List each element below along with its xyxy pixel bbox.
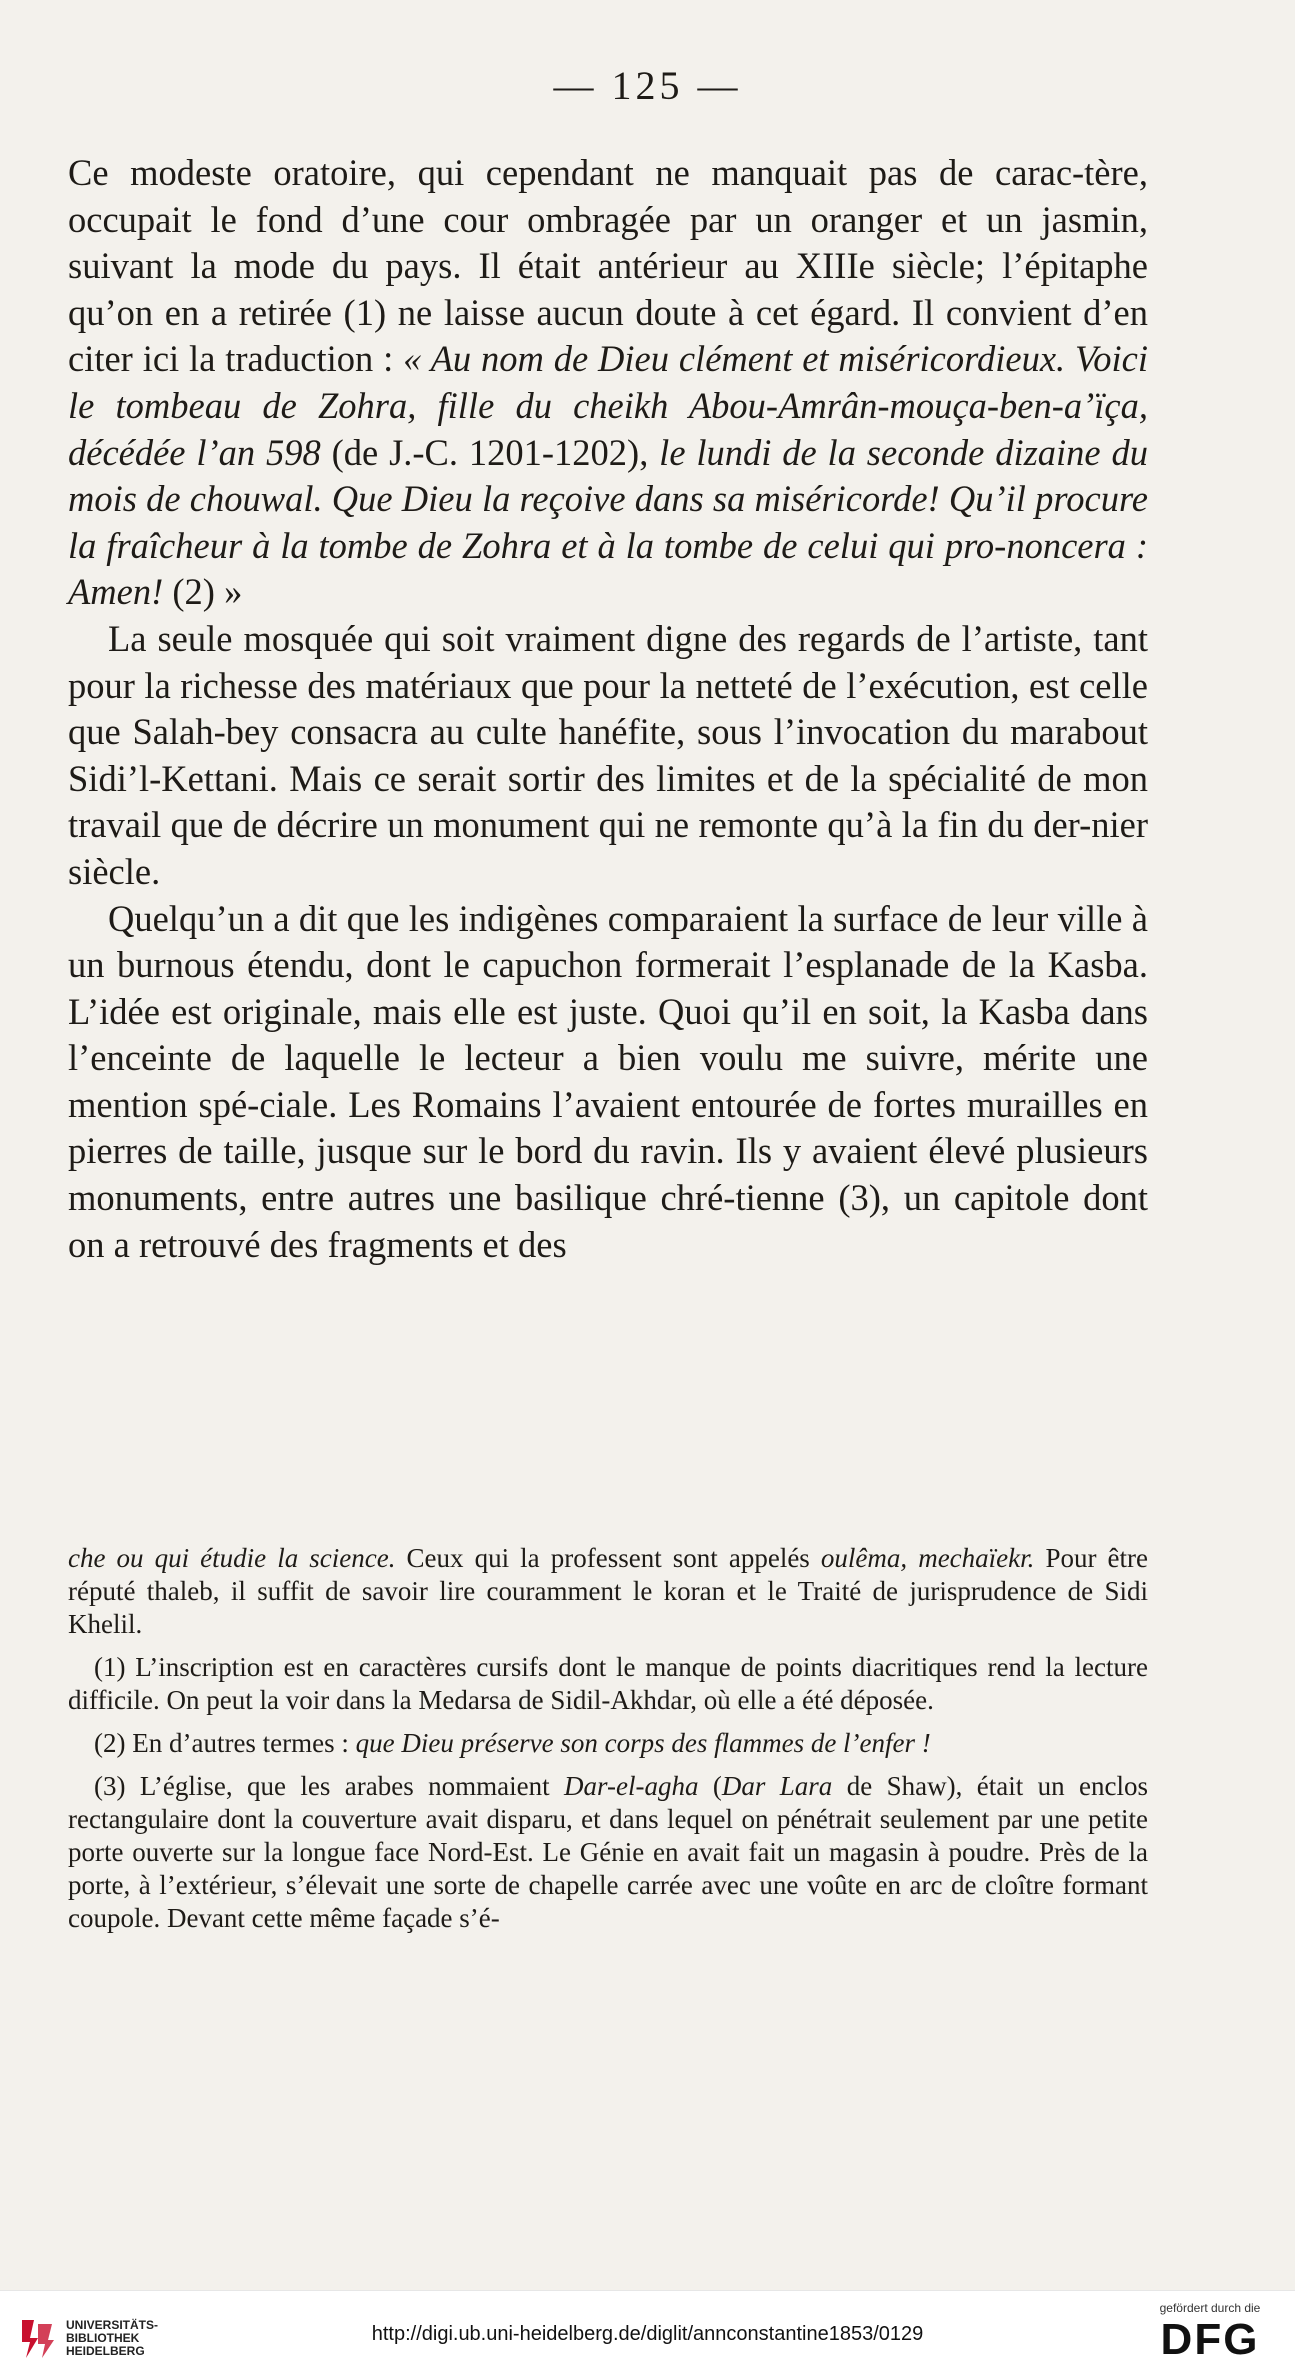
text-run: (2) En d’autres termes : <box>94 1728 356 1758</box>
university-library-name: UNIVERSITÄTS- BIBLIOTHEK HEIDELBERG <box>66 2318 159 2358</box>
footnote <box>68 1727 1148 1760</box>
body-paragraph <box>68 616 1148 896</box>
main-text <box>68 150 1148 1268</box>
text-run: (de J.-C. 1201-1202), <box>320 431 660 473</box>
italic-text: que Dieu préserve son corps des flammes de l’enfer ! <box>355 1728 931 1758</box>
text-run: La seule mosquée qui soit vraiment digne des regards de l’artiste, tant pour la richesse des matériaux que pour la netteté de l’exécution, est celle que Salah-bey consacra au culte hanéfite, sous l’invocation du marabout Sidi’l-Kettani. Mais ce serait sortir des limites et de la spécialité de mon travail que de décrire un monument qui ne remonte qu’à la fin du der-nier siècle. <box>68 617 1148 892</box>
italic-text: che ou qui étudie la science. <box>68 1543 396 1573</box>
italic-text: le lundi de la seconde dizaine du mois de chouwal. Que Dieu la reçoive dans sa miséricorde! Qu’il procure la fraîcheur à la tombe de Zohra et à la tombe de celui qui pro-noncera : Amen! <box>68 431 1148 613</box>
page-number: — 125 — <box>553 63 742 108</box>
text-run: ( <box>698 1771 722 1801</box>
dfg-logo[interactable] <box>1145 2301 1275 2365</box>
footnote <box>68 1651 1148 1717</box>
italic-text: oulêma, mechaïekr. <box>820 1543 1035 1573</box>
footnotes <box>68 1542 1148 1945</box>
dfg-wordmark: DFG <box>1160 2315 1260 2364</box>
dfg-caption: gefördert durch die <box>1159 2301 1261 2315</box>
viewer-footer <box>0 2290 1295 2380</box>
text-run: Pour être réputé thaleb, il suffit de savoir lire couramment le koran et le Traité de jurisprudence de Sidi Khelil. <box>68 1543 1149 1639</box>
footnote <box>68 1770 1148 1935</box>
text-run: (2) » <box>163 571 243 613</box>
italic-text: « Au nom de Dieu clément et miséricordieux. Voici le tombeau de Zohra, fille du cheikh Abou-Amrân-mouça-ben-a’ïça, décédée l’an 598 <box>68 338 1148 473</box>
italic-text: Dar Lara <box>721 1771 833 1801</box>
body-paragraph <box>68 896 1148 1269</box>
body-paragraph <box>68 150 1148 616</box>
text-run: Ce modeste oratoire, qui cependant ne manquait pas de carac-tère, occupait le fond d’une cour ombragée par un oranger et un jasmin, suivant la mode du pays. Il était antérieur au XIIIe siècle; l’épitaphe qu’on en a retirée (1) ne laisse aucun doute à cet égard. Il convient d’en citer ici la traduction : <box>68 152 1148 380</box>
text-run: (3) L’église, que les arabes nommaient <box>94 1771 565 1801</box>
footnote <box>68 1542 1148 1641</box>
page-url[interactable]: http://digi.ub.uni-heidelberg.de/diglit/annconstantine1853/0129 <box>371 2323 924 2345</box>
text-run: de Shaw), était un enclos rectangulaire dont la couverture avait disparu, et dans lequel on pénétrait seulement par une petite porte ouverte sur la longue face Nord-Est. Le Génie en avait fait un magasin à poudre. Près de la porte, à l’extérieur, s’élevait une sorte de chapelle carrée avec une voûte en arc de cloître formant coupole. Devant cette même façade s’é- <box>68 1771 1148 1933</box>
text-run: Ceux qui la professent sont appelés <box>395 1543 821 1573</box>
text-run: Quelqu’un a dit que les indigènes comparaient la surface de leur ville à un burnous étendu, dont le capuchon formerait l’esplanade de la Kasba. L’idée est originale, mais elle est juste. Quoi qu’il en soit, la Kasba dans l’enceinte de laquelle le lecteur a bien voulu me suivre, mérite une mention spé-ciale. Les Romains l’avaient entourée de fortes murailles en pierres de taille, jusque sur le bord du ravin. Ils y avaient élevé plusieurs monuments, entre autres une basilique chré-tienne (3), un capitole dont on a retrouvé des fragments et des <box>68 897 1148 1265</box>
text-run: (1) L’inscription est en caractères cursifs dont le manque de points diacritiques rend la lecture difficile. On peut la voir dans la Medarsa de Sidil-Akhdar, où elle a été déposée. <box>68 1652 1148 1715</box>
italic-text: Dar-el-agha <box>564 1771 699 1801</box>
